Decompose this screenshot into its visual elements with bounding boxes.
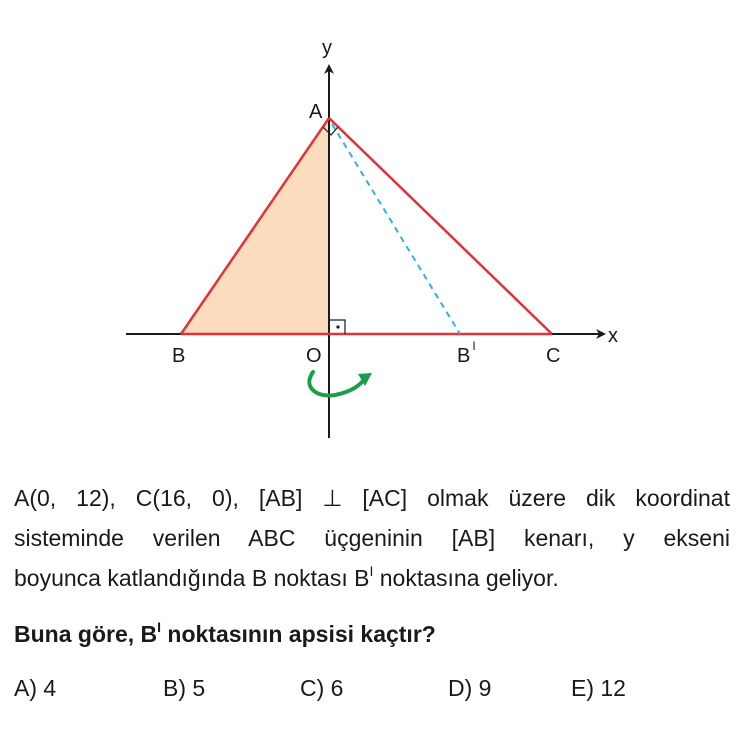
answer-choices [0,670,743,706]
edge-AC [329,118,552,334]
point-label-C: C [546,345,561,367]
point-label-O: O [306,345,322,367]
question-prompt: Buna göre, $B^I$ noktasının apsisi kaçtır? [14,619,436,647]
choice-a[interactable]: A) 4 [14,675,57,701]
question-line-2: sisteminde verilen ABC üçgeninin [AB] kenarı, y ekseni [14,525,730,551]
right-angle-mark-icon [329,320,345,334]
choice-d[interactable]: D) 9 [448,675,492,701]
question-line-3: boyunca katlandığında B noktası $B^I$ noktasına geliyor. [14,563,559,591]
point-label-A: A [309,101,323,123]
rotate-arrow-icon [309,372,372,396]
choice-b[interactable]: B) 5 [163,675,206,701]
question-text [14,478,730,598]
question-line-1: A(0, 12), C(16, 0), [AB] ⊥ [AC] olmak üzere dik koordinat [14,485,730,511]
y-axis-label: y [322,37,332,59]
fold-line-AB-prime [332,124,460,334]
point-label-B-prime: B $^I$ [457,339,476,367]
choice-e[interactable]: E) 12 [571,675,626,701]
point-label-B: B [172,345,186,367]
choice-c[interactable]: C) 6 [300,675,344,701]
x-axis-label: x [608,325,618,347]
